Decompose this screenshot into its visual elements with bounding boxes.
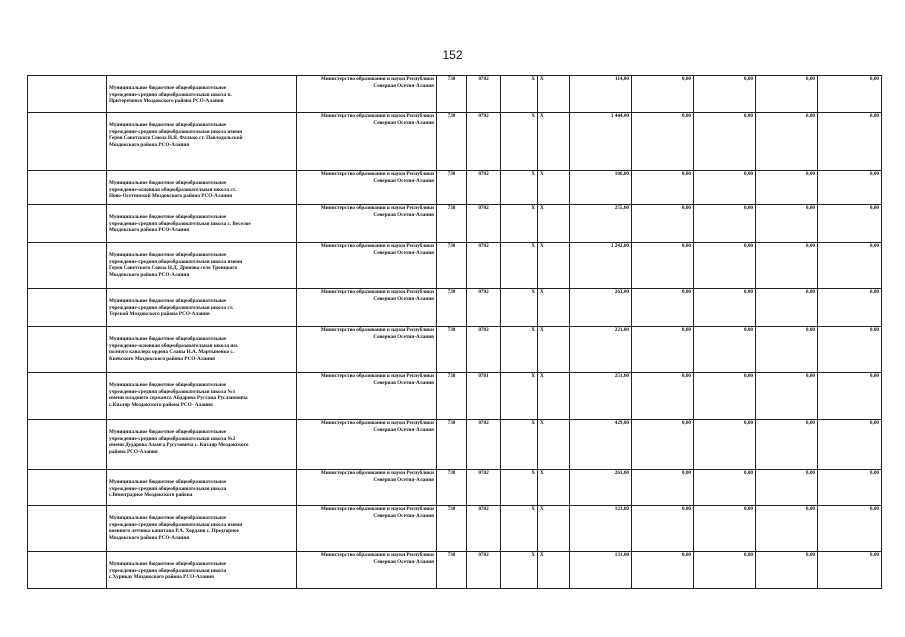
institution-name-line: района РСО-Алания [109,448,158,455]
institution-name-line: учреждение-средняя общеобразовательная школа №2 [109,435,236,442]
ministry-line: Северная Осетия-Алания [373,333,434,340]
ministry-cell [297,243,437,289]
ministry-line: Северная Осетия-Алания [373,249,434,256]
value-cell: 0,00 [756,552,818,589]
blank-cell [28,470,107,506]
value-cell: 0,00 [694,205,756,243]
table-row [28,289,882,327]
value-cell: 0,00 [694,327,756,373]
institution-name-line: учреждение-средняя общеобразовательная школа имени [109,258,243,265]
ministry-cell [297,171,437,205]
code-cell: 738 [437,506,467,552]
ministry-line: Министерство образования и науки Республики [320,470,434,476]
table-row [28,373,882,420]
section-cell: 0702 [467,113,501,171]
x-mark-cell: X [538,289,570,327]
x-mark-cell: X [538,470,570,506]
institution-name-line: учреждение-средняя общеобразовательная школа [109,485,227,492]
institution-name-cell [107,373,297,420]
ministry-line: Северная Осетия-Алания [373,379,434,386]
code-cell: 738 [437,552,467,589]
value-cell: 0,00 [632,171,694,205]
value-cell: 0,00 [694,506,756,552]
institution-name-cell [107,171,297,205]
institution-name-cell [107,289,297,327]
ministry-line: Министерство образования и науки Республики [320,76,434,82]
blank-cell [28,205,107,243]
ministry-cell [297,327,437,373]
x-mark-cell: X [501,373,538,420]
ministry-line: Северная Осетия-Алания [373,82,434,89]
institution-name-cell [107,552,297,589]
value-cell: 0,00 [756,373,818,420]
ministry-line: Северная Осетия-Алания [373,426,434,433]
blank-cell [28,373,107,420]
blank-cell [28,113,107,171]
code-cell: 738 [437,205,467,243]
institution-name-cell [107,327,297,373]
institution-name-cell [107,113,297,171]
code-cell: 738 [437,373,467,420]
ministry-cell [297,552,437,589]
x-mark-cell: X [501,506,538,552]
value-cell: 0,00 [694,289,756,327]
value-cell: 0,00 [632,373,694,420]
blank-cell [28,506,107,552]
value-cell: 0,00 [818,552,882,589]
institution-name-cell [107,243,297,289]
ministry-line: Министерство образования и науки Республики [320,171,434,177]
blank-cell [28,243,107,289]
value-cell: 0,00 [632,289,694,327]
table-row [28,205,882,243]
value-cell: 0,00 [694,243,756,289]
ministry-cell [297,420,437,470]
ministry-cell [297,289,437,327]
x-mark-cell: X [538,243,570,289]
institution-name-line: Муниципальное бюджетное общеобразовательное [109,515,227,521]
institution-name-line: учреждение-средняя общеобразовательная школа с. Веселое [109,220,251,227]
value-cell: 0,00 [756,113,818,171]
ministry-line: Министерство образования и науки Республики [320,373,434,379]
blank-cell [28,420,107,470]
section-cell: 0702 [467,243,501,289]
ministry-line: Министерство образования и науки Республики [320,289,434,295]
section-cell: 0702 [467,171,501,205]
page-number: 152 [442,48,463,62]
amount-cell: 255,00 [570,205,632,243]
amount-cell: 1 242,00 [570,243,632,289]
value-cell: 0,00 [632,470,694,506]
value-cell: 0,00 [756,506,818,552]
institution-name-line: Героя Советского Союза Н.Я. Фалько ст. Павлодольской [109,135,243,142]
code-cell: 738 [437,171,467,205]
institution-name-line: Муниципальное бюджетное общеобразовательное [109,214,227,220]
x-mark-cell: X [538,327,570,373]
ministry-line: Министерство образования и науки Республики [320,420,434,426]
ministry-cell [297,205,437,243]
section-cell: 0702 [467,470,501,506]
x-mark-cell: X [538,171,570,205]
ministry-cell [297,113,437,171]
amount-cell: 263,00 [570,289,632,327]
code-cell: 738 [437,470,467,506]
institution-name-line: учреждение-основная общеобразовательная школа ст. [109,186,237,193]
value-cell: 0,00 [694,171,756,205]
value-cell: 0,00 [818,289,882,327]
institution-name-line: Муниципальное бюджетное общеобразовательное [109,382,227,388]
value-cell: 0,00 [818,470,882,506]
value-cell: 0,00 [756,205,818,243]
x-mark-cell: X [501,289,538,327]
x-mark-cell: X [538,552,570,589]
table-row [28,470,882,506]
section-cell: 0702 [467,205,501,243]
x-mark-cell: X [538,113,570,171]
institution-name-line: Муниципальное бюджетное общеобразовательное [109,85,227,91]
institution-name-line: учреждение-основная общеобразовательная школа им. [109,342,239,349]
institution-name-line: Моздокского района РСО-Алания [109,227,190,234]
x-mark-cell: X [501,113,538,171]
value-cell: 0,00 [756,171,818,205]
institution-name-line: Муниципальное бюджетное общеобразовательное [109,298,227,304]
blank-cell [28,289,107,327]
institution-name-line: с.Виноградное Моздокского района [109,492,193,499]
ministry-line: Министерство образования и науки Республики [320,205,434,211]
ministry-line: Северная Осетия-Алания [373,558,434,565]
institution-name-line: Киевского Моздокского района РСО-Алания [109,355,215,362]
ministry-line: Министерство образования и науки Республики [320,113,434,119]
x-mark-cell: X [501,76,538,113]
x-mark-cell: X [501,171,538,205]
institution-name-line: Муниципальное бюджетное общеобразовательное [109,429,227,435]
value-cell: 0,00 [694,76,756,113]
institution-name-line: Моздокского района РСО-Алания [109,141,190,148]
section-cell: 0702 [467,552,501,589]
amount-cell: 261,00 [570,470,632,506]
table-row [28,327,882,373]
code-cell: 738 [437,289,467,327]
amount-cell: 114,00 [570,76,632,113]
ministry-line: Министерство образования и науки Республики [320,327,434,333]
ministry-line: Северная Осетия-Алания [373,119,434,126]
code-cell: 738 [437,420,467,470]
institution-name-cell [107,205,297,243]
value-cell: 0,00 [694,420,756,470]
amount-cell: 251,00 [570,373,632,420]
institution-name-line: Муниципальное бюджетное общеобразовательное [109,122,227,128]
ministry-line: Северная Осетия-Алания [373,512,434,519]
institution-name-line: Притеречного Моздокского района РСО-Алания [109,98,224,105]
x-mark-cell: X [538,205,570,243]
value-cell: 0,00 [632,327,694,373]
institution-name-line: учреждение-средняя общеобразовательная школа имени [109,128,243,135]
institution-name-line: Героя Советского Союза Н.Д. Дронова село Троицкого [109,265,238,272]
value-cell: 0,00 [756,327,818,373]
code-cell: 738 [437,243,467,289]
table-row [28,243,882,289]
x-mark-cell: X [501,470,538,506]
value-cell: 0,00 [632,113,694,171]
value-cell: 0,00 [818,506,882,552]
ministry-line: Северная Осетия-Алания [373,295,434,302]
section-cell: 0702 [467,506,501,552]
code-cell: 738 [437,113,467,171]
ministry-line: Министерство образования и науки Республики [320,552,434,558]
institution-name-line: Муниципальное бюджетное общеобразовательное [109,180,227,186]
ministry-cell [297,470,437,506]
value-cell: 0,00 [756,470,818,506]
x-mark-cell: X [501,552,538,589]
institution-name-line: Муниципальное бюджетное общеобразовательное [109,479,227,485]
blank-cell [28,76,107,113]
ministry-cell [297,373,437,420]
value-cell: 0,00 [818,76,882,113]
institution-name-line: Муниципальное бюджетное общеобразовательное [109,336,227,342]
table-row [28,113,882,171]
value-cell: 0,00 [756,76,818,113]
institution-name-line: Ново-Осетинской Моздокского района РСО-Алания [109,193,233,200]
section-cell: 0702 [467,327,501,373]
table-row [28,506,882,552]
institution-name-cell [107,470,297,506]
value-cell: 0,00 [694,552,756,589]
institution-name-cell [107,420,297,470]
value-cell: 0,00 [632,205,694,243]
institution-name-line: Терской Моздокского района РСО-Алания [109,311,210,318]
value-cell: 0,00 [632,243,694,289]
amount-cell: 429,00 [570,420,632,470]
institution-name-line: учреждение-средняя общеобразовательная школа №1 [109,388,236,395]
table-row [28,420,882,470]
value-cell: 0,00 [818,113,882,171]
institution-name-line: Муниципальное бюджетное общеобразовательное [109,252,227,258]
ministry-cell [297,506,437,552]
institution-name-line: Моздокского района РСО-Алания [109,271,190,278]
amount-cell: 123,00 [570,506,632,552]
institution-name-line: имени младшего сержанта Айдарова Рустама Руслановича [109,395,248,402]
institution-name-line: Моздокского района РСО-Алания [109,534,190,541]
blank-cell [28,171,107,205]
budget-table [27,75,882,589]
ministry-cell [297,76,437,113]
ministry-line: Северная Осетия-Алания [373,177,434,184]
value-cell: 0,00 [818,420,882,470]
value-cell: 0,00 [818,373,882,420]
value-cell: 0,00 [756,289,818,327]
table-row [28,552,882,589]
section-cell: 0702 [467,420,501,470]
table-row [28,76,882,113]
institution-name-line: учреждение-средняя общеобразовательная школа п. [109,91,232,98]
section-cell: 0702 [467,289,501,327]
institution-name-line: с.Кизляр Моздокского района РСО- Алания [109,401,213,408]
blank-cell [28,552,107,589]
value-cell: 0,00 [818,171,882,205]
institution-name-line: учреждение-средняя общеобразовательная школа ст. [109,304,234,311]
institution-name-line: учреждение-средняя общеобразовательная школа имени [109,521,243,528]
x-mark-cell: X [501,243,538,289]
institution-name-line: учреждение-средняя общеобразовательная школа [109,567,227,574]
code-cell: 738 [437,76,467,113]
value-cell: 0,00 [818,243,882,289]
institution-name-line: имени Дударова Азамга Русуловича с. Кизляр Моздокского [109,442,249,449]
ministry-line: Министерство образования и науки Республики [320,243,434,249]
x-mark-cell: X [538,373,570,420]
x-mark-cell: X [501,420,538,470]
x-mark-cell: X [538,76,570,113]
section-cell: 0702 [467,76,501,113]
value-cell: 0,00 [632,420,694,470]
value-cell: 0,00 [632,76,694,113]
institution-name-cell [107,506,297,552]
ministry-line: Северная Осетия-Алания [373,476,434,483]
table-row [28,171,882,205]
value-cell: 0,00 [756,420,818,470]
x-mark-cell: X [538,506,570,552]
blank-cell [28,327,107,373]
amount-cell: 131,00 [570,552,632,589]
value-cell: 0,00 [756,243,818,289]
ministry-line: Северная Осетия-Алания [373,211,434,218]
value-cell: 0,00 [818,327,882,373]
x-mark-cell: X [538,420,570,470]
amount-cell: 1 444,00 [570,113,632,171]
institution-name-line: полного кавалера ордена Славы Н.А. Мартыненко с. [109,349,234,356]
value-cell: 0,00 [694,113,756,171]
amount-cell: 221,00 [570,327,632,373]
amount-cell: 106,00 [570,171,632,205]
section-cell: 0701 [467,373,501,420]
ministry-line: Министерство образования и науки Республики [320,506,434,512]
x-mark-cell: X [501,327,538,373]
institution-name-cell [107,76,297,113]
code-cell: 738 [437,327,467,373]
value-cell: 0,00 [632,506,694,552]
institution-name-line: Муниципальное бюджетное общеобразовательное [109,561,227,567]
value-cell: 0,00 [818,205,882,243]
x-mark-cell: X [501,205,538,243]
value-cell: 0,00 [694,373,756,420]
institution-name-line: военного летчика капитана Р.А. Хорданя с. Предгорное [109,528,240,535]
value-cell: 0,00 [632,552,694,589]
institution-name-line: с.Хурикау Моздокского района РСО-Алания [109,574,214,581]
value-cell: 0,00 [694,470,756,506]
